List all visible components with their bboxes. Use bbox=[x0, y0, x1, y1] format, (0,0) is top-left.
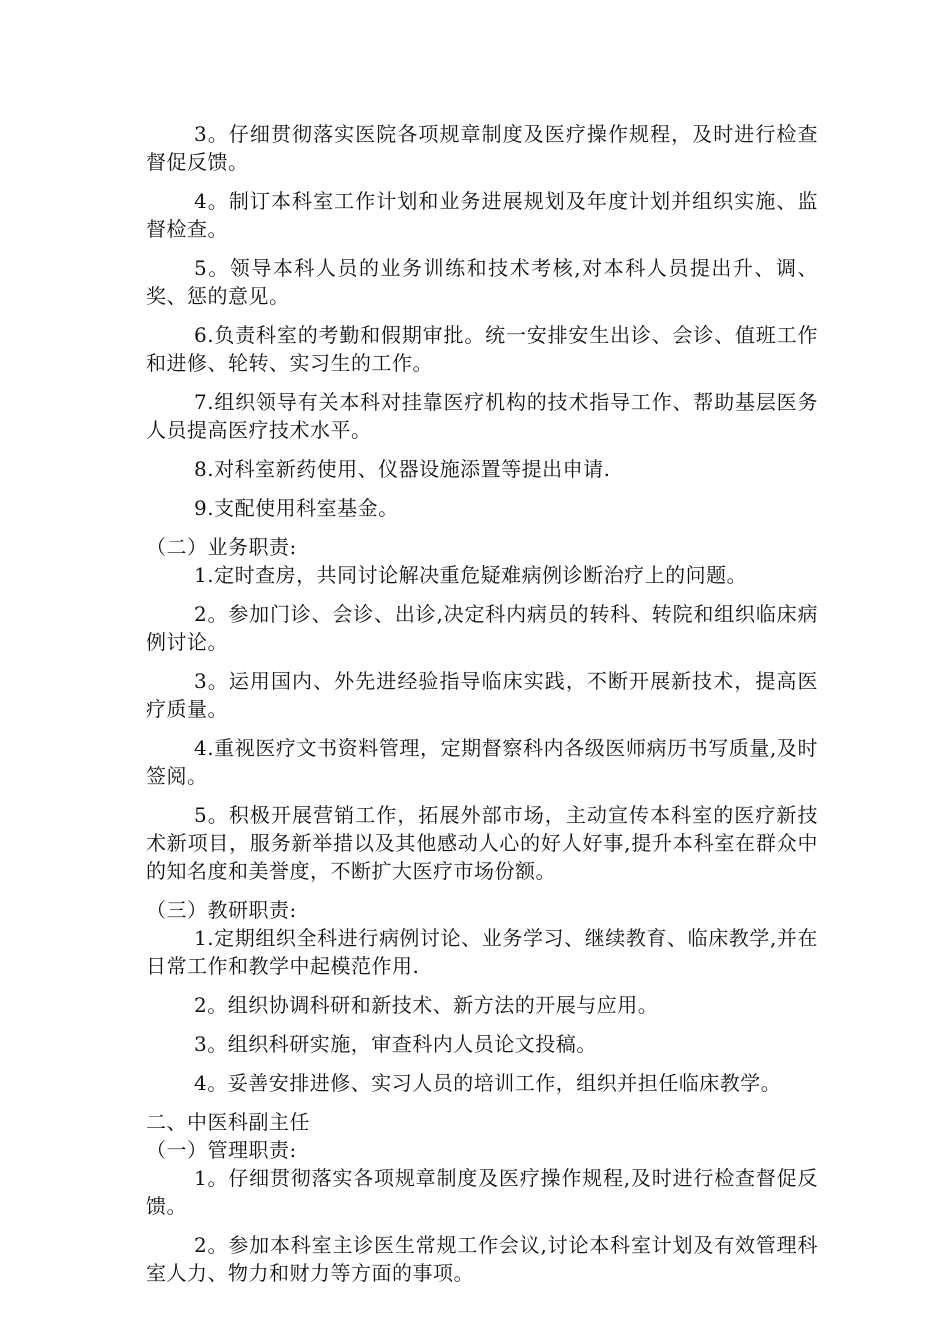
paragraph: 3。运用国内、外先进经验指导临床实践，不断开展新技术，提高医疗质量。 bbox=[146, 669, 818, 721]
paragraph: 4。制订本科室工作计划和业务进展规划及年度计划并组织实施、监督检查。 bbox=[146, 189, 818, 241]
paragraph: 5。积极开展营销工作，拓展外部市场，主动宣传本科室的医疗新技术新项目，服务新举措以及其他感动人心的好人好事,提升本科室在群众中的知名度和美誉度，不断扩大医疗市场份额。 bbox=[146, 803, 818, 883]
paragraph: 7.组织领导有关本科对挂靠医疗机构的技术指导工作、帮助基层医务人员提高医疗技术水平。 bbox=[146, 390, 818, 442]
paragraph: 2。组织协调科研和新技术、新方法的开展与应用。 bbox=[194, 993, 659, 1017]
paragraph: 2。参加门诊、会诊、出诊,决定科内病员的转科、转院和组织临床病例讨论。 bbox=[146, 602, 818, 654]
section-heading: （二）业务职责: bbox=[146, 535, 297, 559]
paragraph: 1.定期组织全科进行病例讨论、业务学习、继续教育、临床教学,并在日常工作和教学中起模范作用. bbox=[146, 926, 818, 978]
paragraph: 2。参加本科室主诊医生常规工作会议,讨论本科室计划及有效管理科室人力、物力和财力等方面的事项。 bbox=[146, 1233, 818, 1285]
paragraph: 9.支配使用科室基金。 bbox=[194, 496, 399, 520]
paragraph: 5。领导本科人员的业务训练和技术考核,对本科人员提出升、调、奖、惩的意见。 bbox=[146, 256, 818, 308]
paragraph: 3。组织科研实施，审查科内人员论文投稿。 bbox=[194, 1032, 597, 1056]
paragraph: 4.重视医疗文书资料管理，定期督察科内各级医师病历书写质量,及时签阅。 bbox=[146, 736, 818, 788]
paragraph: 1。仔细贯彻落实各项规章制度及医疗操作规程,及时进行检查督促反馈。 bbox=[146, 1166, 818, 1218]
paragraph: 3。仔细贯彻落实医院各项规章制度及医疗操作规程，及时进行检查督促反馈。 bbox=[146, 122, 818, 174]
paragraph: 6.负责科室的考勤和假期审批。统一安排安生出诊、会诊、值班工作和进修、轮转、实习生的工作。 bbox=[146, 323, 818, 375]
chapter-heading: 二、中医科副主任 bbox=[146, 1110, 310, 1134]
section-heading: （三）教研职责: bbox=[146, 898, 297, 922]
document-page bbox=[146, 120, 818, 1298]
paragraph: 8.对科室新药使用、仪器设施添置等提出申请. bbox=[194, 457, 611, 481]
paragraph: 1.定时查房，共同讨论解决重危疑难病例诊断治疗上的问题。 bbox=[194, 563, 748, 587]
paragraph: 4。妥善安排进修、实习人员的培训工作，组织并担任临床教学。 bbox=[194, 1071, 782, 1095]
section-heading: （一）管理职责: bbox=[146, 1138, 297, 1162]
